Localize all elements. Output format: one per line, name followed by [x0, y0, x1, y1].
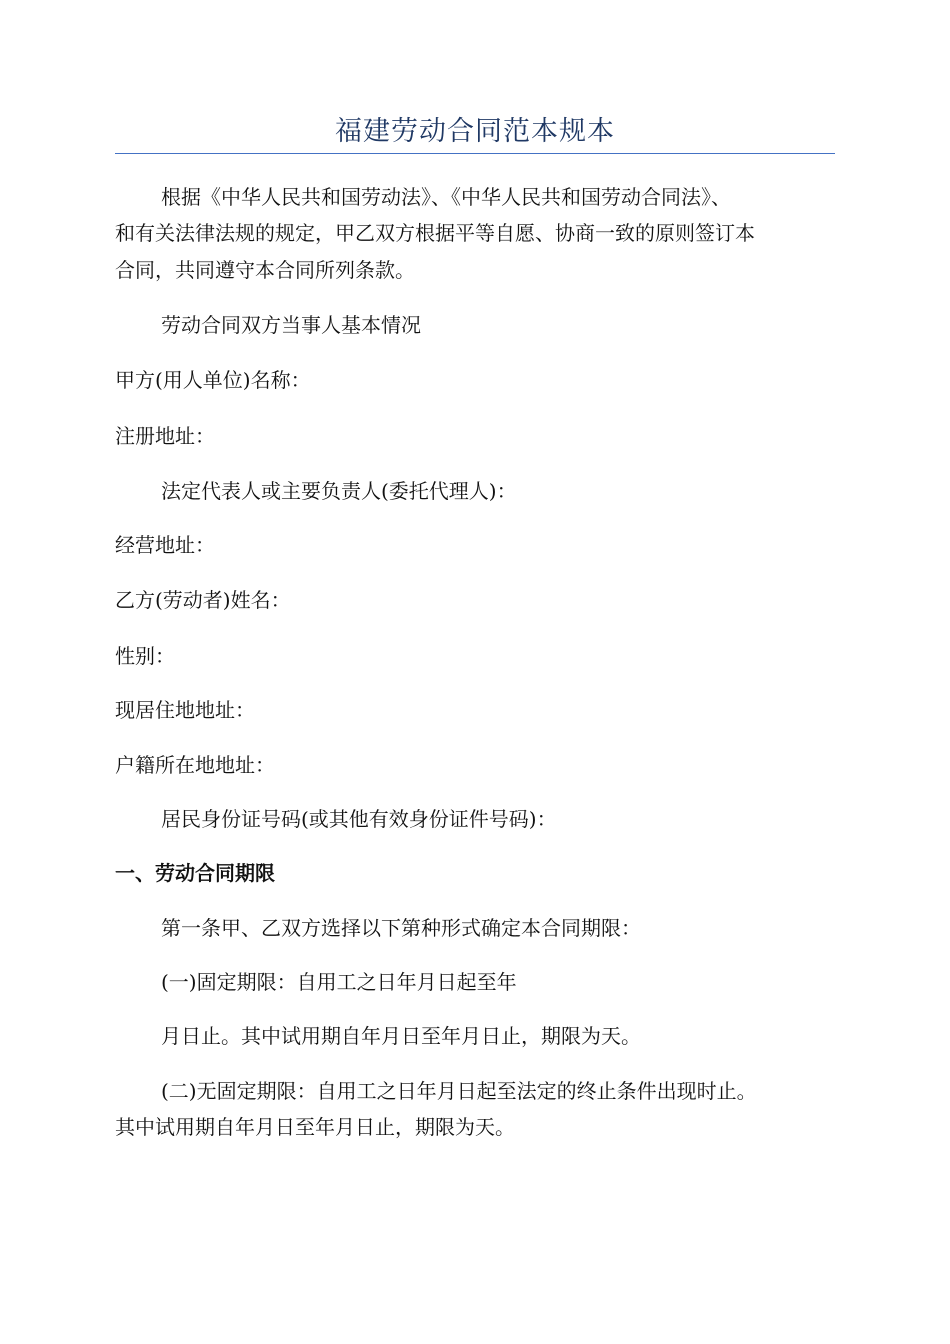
intro-line-1: 根据《中华人民共和国劳动法》、《中华人民共和国劳动合同法》、: [161, 185, 731, 209]
open-term-line-1: (二)无固定期限：自用工之日年月日起至法定的终止条件出现时止。: [161, 1079, 757, 1103]
section-1-heading: 一、劳动合同期限: [115, 861, 275, 885]
fixed-term-line-2: 月日止。其中试用期自年月日至年月日止，期限为天。: [161, 1024, 641, 1048]
parties-heading: 劳动合同双方当事人基本情况: [161, 313, 421, 337]
gender-field: 性别：: [115, 644, 175, 668]
id-number-field: 居民身份证号码(或其他有效身份证件号码)：: [161, 807, 557, 831]
current-address-field: 现居住地地址：: [115, 698, 255, 722]
employee-name-field: 乙方(劳动者)姓名：: [115, 588, 291, 612]
intro-line-3: 合同，共同遵守本合同所列条款。: [115, 258, 415, 282]
household-address-field: 户籍所在地地址：: [115, 753, 275, 777]
business-address-field: 经营地址：: [115, 533, 215, 557]
title-underline: [115, 153, 835, 154]
employer-name-field: 甲方(用人单位)名称：: [115, 368, 311, 392]
legal-representative-field: 法定代表人或主要负责人(委托代理人)：: [161, 479, 517, 503]
document-title: 福建劳动合同范本规本: [335, 116, 615, 147]
open-term-line-2: 其中试用期自年月日至年月日止，期限为天。: [115, 1115, 515, 1139]
fixed-term-line-1: (一)固定期限：自用工之日年月日起至年: [161, 970, 517, 994]
article-1: 第一条甲、乙双方选择以下第种形式确定本合同期限：: [161, 916, 641, 940]
registered-address-field: 注册地址：: [115, 424, 215, 448]
intro-line-2: 和有关法律法规的规定，甲乙双方根据平等自愿、协商一致的原则签订本: [115, 221, 755, 245]
